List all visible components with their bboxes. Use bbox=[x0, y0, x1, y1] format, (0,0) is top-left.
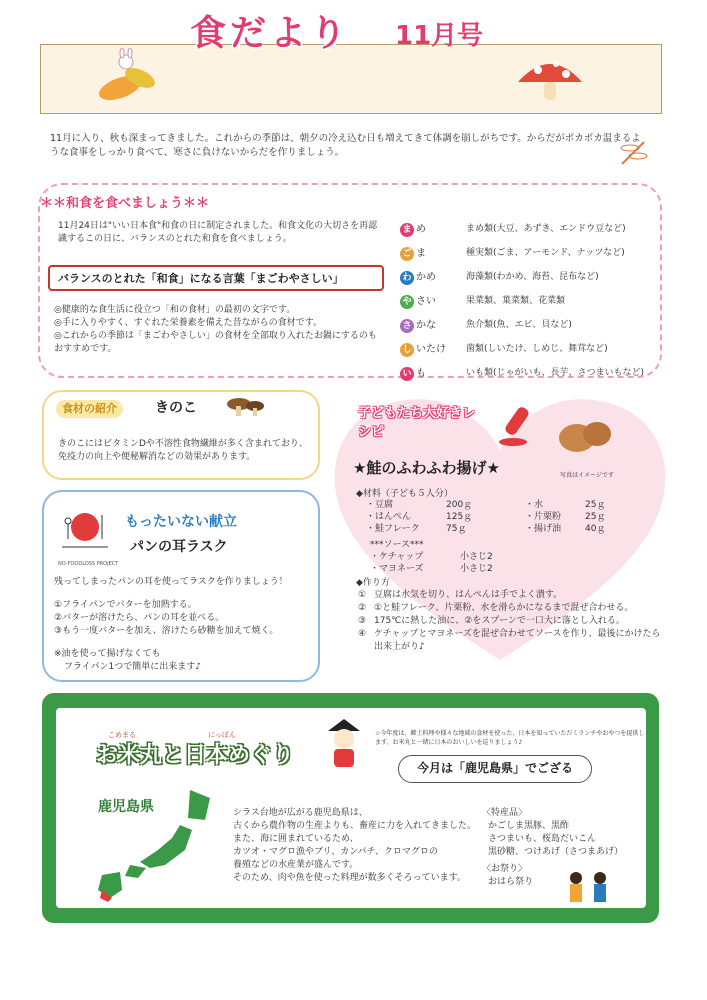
mago-char: ま bbox=[400, 223, 414, 237]
mago-rest: ま bbox=[416, 247, 426, 259]
step-text: ケチャップとマヨネーズを混ぜ合わせてソースを作り、最後にかけたら出来上がり♪ bbox=[374, 629, 661, 653]
ingredient-name: ・マヨネーズ bbox=[370, 564, 424, 574]
project-name: NO-FOODLOSS PROJECT bbox=[58, 561, 119, 567]
mottainai-note bbox=[54, 648, 314, 674]
mago-item bbox=[400, 338, 660, 362]
step-number: ② bbox=[358, 603, 367, 614]
ingredient-qty: 小さじ2 bbox=[460, 564, 493, 574]
step: ①フライパンでバターを加熱する。 bbox=[54, 600, 197, 610]
kinoko-title: きのこ bbox=[155, 400, 197, 416]
mago-item bbox=[400, 242, 660, 266]
recipe-heading: 子どもたち大好きレシピ bbox=[358, 406, 476, 440]
ingredient-name: ・水 bbox=[525, 500, 544, 510]
ingredient-qty: 25ｇ bbox=[585, 500, 606, 510]
fried-salmon-photo-icon bbox=[555, 410, 615, 460]
mago-item bbox=[400, 314, 660, 338]
sauce-list bbox=[370, 551, 530, 575]
mago-desc: 菌類(しいたけ、しめじ、舞茸など) bbox=[466, 344, 608, 355]
this-month-badge: 今月は「鹿児島県」でござる bbox=[398, 755, 592, 783]
magowayasashii-list bbox=[400, 218, 660, 386]
tokusan-item: かごしま黒豚、黒酢 bbox=[488, 821, 570, 832]
mottainai-subtitle: パンの耳ラスク bbox=[130, 539, 228, 555]
intro-text: 11月に入り、秋も深まってきました。これからの季節は、朝夕の冷え込む日も増えてきて体調を崩しがちです。からだがポカポカ温まるような食事をしっかり食べて、寒さに負けないからだを作りましょう。 bbox=[50, 133, 641, 158]
mago-item bbox=[400, 218, 660, 242]
howto-step bbox=[358, 589, 668, 602]
mago-char: い bbox=[400, 367, 414, 381]
autumn-leaves-icon bbox=[90, 48, 170, 108]
mago-rest: も bbox=[416, 367, 426, 379]
photo-note: 写真はイメージです bbox=[560, 472, 614, 479]
step-number: ③ bbox=[358, 616, 367, 627]
prefecture-label: 鹿児島県 bbox=[98, 799, 154, 815]
mago-char: や bbox=[400, 295, 414, 309]
matsuri-item: おはら祭り bbox=[488, 877, 534, 888]
washoku-note: ◎健康的な食生活に役立つ「和の食材」の最初の文字です。 bbox=[54, 305, 296, 315]
ingredient-name: ・ケチャップ bbox=[370, 552, 424, 562]
mago-word bbox=[400, 223, 466, 238]
ingredient-qty: 40ｇ bbox=[585, 524, 606, 534]
howto-list bbox=[358, 589, 668, 654]
step-text: 豆腐は水気を切り、はんぺんは手でよく潰す。 bbox=[374, 590, 563, 600]
ruby-nippon: にっぽん bbox=[208, 731, 236, 739]
ingredient-qty: 75ｇ bbox=[446, 524, 467, 534]
mago-desc: 果菜類、葉菜類、花菜類 bbox=[466, 296, 566, 307]
ingredient-label: 食材の紹介 bbox=[56, 400, 123, 418]
mago-desc: 海藻類(わかめ、海苔、昆布など) bbox=[466, 272, 599, 283]
ingredient-name: ・揚げ油 bbox=[525, 524, 562, 534]
issue-month: 11月号 bbox=[395, 21, 484, 51]
mago-word bbox=[400, 319, 466, 334]
mago-desc: 魚介類(魚、エビ、貝など) bbox=[466, 320, 572, 331]
ingredient-name: ・鮭フレーク bbox=[366, 524, 420, 534]
ingredient-name: ・はんぺん bbox=[366, 512, 411, 522]
step-number: ① bbox=[358, 590, 367, 600]
washoku-text: 11月24日は"いい日本食"和食の日に制定されました。和食文化の大切さを再認識するこの日に、バランスのとれた和食を食べましょう。 bbox=[58, 221, 378, 245]
step-text: 175℃に熱した油に、②をスプーンで一口大に落とし入れる。 bbox=[374, 616, 625, 627]
washoku-note: ◎これからの季節は「まごわやさしい」の食材を全部取り入れたお鍋にするのもおすすめです。 bbox=[54, 331, 377, 355]
mago-char: ご bbox=[400, 247, 414, 261]
text-line: シラス台地が広がる鹿児島県は、 bbox=[233, 808, 368, 818]
mago-item bbox=[400, 266, 660, 290]
ingredient-row bbox=[370, 563, 530, 575]
howto-step bbox=[358, 615, 668, 628]
mago-rest: め bbox=[416, 223, 426, 235]
mago-char: し bbox=[400, 343, 414, 357]
text-line: そのため、肉や魚を使った料理が数多くそろっています。 bbox=[233, 873, 466, 884]
text-line: また、海に囲まれているため、 bbox=[233, 834, 359, 845]
mago-word bbox=[400, 271, 466, 286]
mago-desc: 種実類(ごま、アーモンド、ナッツなど) bbox=[466, 248, 625, 259]
mago-word bbox=[400, 343, 466, 358]
mago-char: さ bbox=[400, 319, 414, 333]
matsuri-label: 〈お祭り〉 bbox=[482, 864, 528, 875]
text-line: 古くから農作物の生産よりも、畜産に力を入れてきました。 bbox=[233, 821, 477, 832]
note-line: フライパン1つで簡単に出来ます♪ bbox=[64, 662, 202, 673]
ingredient-qty: 25ｇ bbox=[585, 512, 606, 522]
tokusan-label: 〈特産品〉 bbox=[482, 808, 528, 818]
mago-rest: かめ bbox=[416, 271, 436, 283]
mago-rest: いたけ bbox=[416, 343, 446, 355]
ingredient-qty: 125ｇ bbox=[446, 512, 473, 522]
mushroom-icon bbox=[510, 50, 590, 110]
festival-dancers-icon bbox=[560, 868, 620, 908]
mago-desc: いも類(じゃがいも、長芋、さつまいもなど) bbox=[466, 368, 645, 379]
step: ③もう一度バターを加え、溶けたら砂糖を加えて焼く。 bbox=[54, 626, 279, 637]
kinoko-text: きのこにはビタミンDや不溶性食物繊維が多く含まれており、免疫力の向上や便秘解消などの効果があります。 bbox=[58, 439, 308, 463]
text-line: 養殖などの水産業が盛んです。 bbox=[233, 860, 359, 871]
ingredient-name: ・豆腐 bbox=[366, 500, 394, 510]
step-text: ①と鮭フレーク、片栗粉、水を滑らかになるまで混ぜ合わせる。 bbox=[374, 603, 634, 614]
ruby-komemaru: こめまる bbox=[108, 731, 136, 739]
washoku-note: ◎手に入りやすく、すぐれた栄養素を備えた昔ながらの食材です。 bbox=[54, 318, 322, 329]
mago-rest: さい bbox=[416, 295, 436, 307]
ingredient-qty: 小さじ2 bbox=[460, 552, 493, 562]
washoku-title: ＊＊和食を食べましょう＊＊ bbox=[40, 196, 210, 211]
howto-step bbox=[358, 602, 668, 615]
ingredient-qty: 200ｇ bbox=[446, 500, 473, 510]
mottainai-title: もったいない献立 bbox=[125, 514, 237, 530]
page-title: 食だより bbox=[190, 13, 351, 54]
ingredient-row bbox=[525, 499, 615, 511]
ingredient-row bbox=[370, 551, 530, 563]
scroll-note: ☆今年度は、郷土料理や様々な地域の食材を使った、日本を知っていただくランチやおやつを提供します。お米丸と一緒に日本のおいしいを巡りましょう♪ bbox=[375, 730, 645, 746]
mago-item bbox=[400, 362, 660, 386]
mago-word bbox=[400, 295, 466, 310]
ingredient-row bbox=[525, 511, 615, 523]
tokusan-item: 黒砂糖、つけあげ（さつまあげ） bbox=[488, 847, 624, 858]
note-line: ※油を使って揚げなくても bbox=[54, 649, 161, 659]
komemaru-character-icon bbox=[322, 715, 366, 771]
howto-label: ◆作り方 bbox=[356, 578, 390, 588]
shiitake-icon bbox=[225, 396, 265, 418]
mottainai-intro: 残ってしまったパンの耳を使ってラスクを作りましょう！ bbox=[54, 577, 288, 587]
materials-list-2 bbox=[525, 499, 615, 535]
tokusan-item: さつまいも、桜島だいこん bbox=[488, 834, 597, 845]
prefecture-text bbox=[233, 807, 483, 885]
mago-item bbox=[400, 290, 660, 314]
ingredient-row bbox=[525, 523, 615, 535]
step-number: ④ bbox=[358, 629, 367, 640]
no-foodloss-logo-icon bbox=[60, 505, 110, 555]
howto-step bbox=[358, 628, 668, 654]
mago-char: わ bbox=[400, 271, 414, 285]
ketchup-icon bbox=[493, 400, 543, 450]
sauce-label: ***ソース*** bbox=[370, 540, 424, 550]
mago-rest: かな bbox=[416, 319, 436, 331]
text-line: カツオ・マグロ漁やブリ、カンパチ、クロマグロの bbox=[233, 847, 438, 858]
ingredient-name: ・片栗粉 bbox=[525, 512, 562, 522]
mago-desc: まめ類(大豆、あずき、エンドウ豆など) bbox=[466, 224, 626, 235]
dragonfly-icon bbox=[618, 138, 648, 168]
mottainai-steps bbox=[54, 599, 314, 638]
mago-word bbox=[400, 367, 466, 382]
materials-label: ◆材料（子ども５人分） bbox=[356, 489, 453, 499]
step: ②バターが溶けたら、パンの耳を並べる。 bbox=[54, 613, 225, 624]
washoku-notes bbox=[54, 304, 384, 356]
mago-word bbox=[400, 247, 466, 262]
balance-heading: バランスのとれた「和食」になる言葉「まごわやさしい」 bbox=[48, 265, 384, 291]
recipe-name: ★鮭のふわふわ揚げ★ bbox=[353, 459, 500, 477]
komemaru-title: お米丸と日本めぐり bbox=[96, 743, 295, 768]
